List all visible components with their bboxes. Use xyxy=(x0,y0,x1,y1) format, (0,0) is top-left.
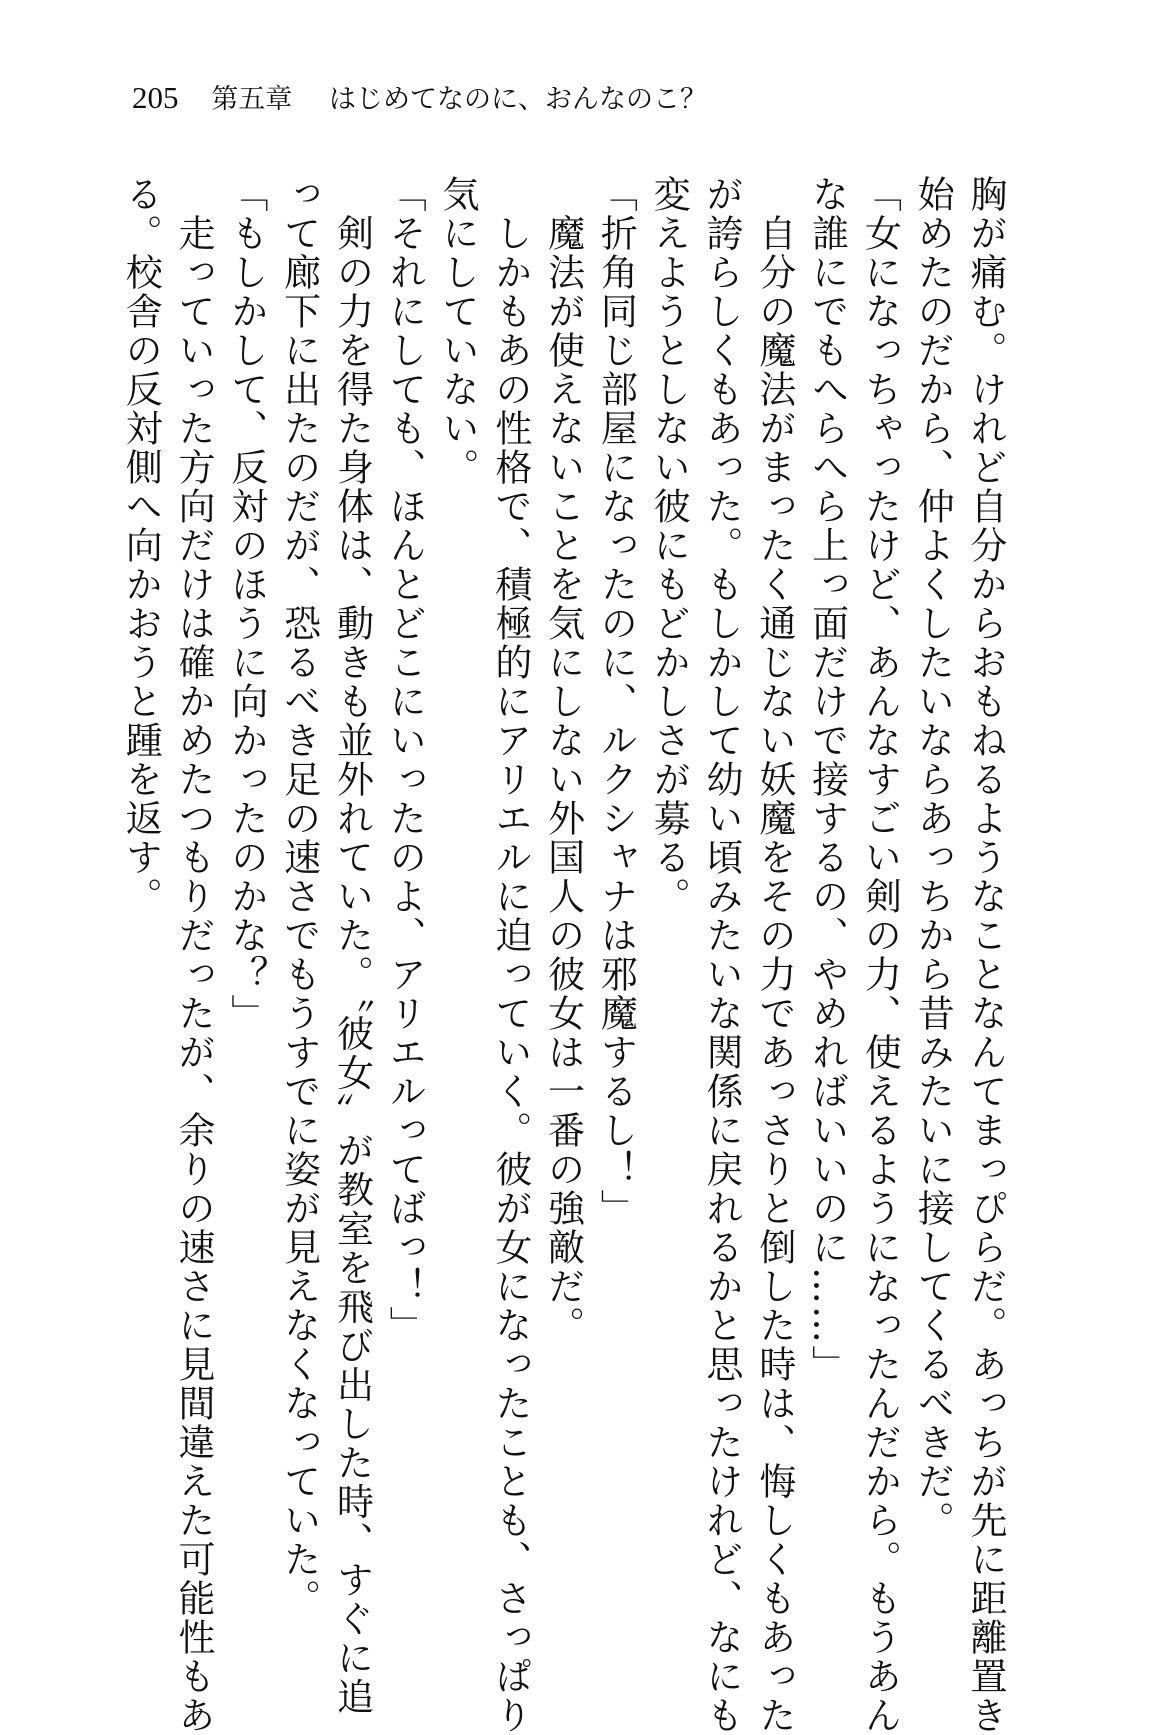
text-line-16: 走っていった方向だけは確かめたつもりだったが、余りの速さに見間違えた可能性もあ xyxy=(172,175,216,1735)
page-number: 205 xyxy=(132,80,179,115)
text-line-10: しかもあの性格で、積極的にアリエルに迫っていく。彼が女になったことも、さっぱり xyxy=(488,175,532,1735)
vertical-body-text xyxy=(119,175,1011,1735)
text-line-14: って廊下に出たのだが、恐るべき足の速さでもうすでに姿が見えなくなっていた。 xyxy=(277,175,321,1618)
text-line-2: 始めたのだから、仲よくしたいならあっちから昔みたいに接してくるべきだ。 xyxy=(911,175,955,1540)
text-line-11: 気にしていない。 xyxy=(436,175,480,487)
chapter-label: 第五章 xyxy=(211,84,293,114)
text-line-12: 「それにしても、ほんとどこにいったのよ、アリエルってばっ！」 xyxy=(383,175,427,1345)
text-line-7: 変えようとしない彼にもどかしさが募る。 xyxy=(647,175,691,916)
text-line-8: 「折角同じ部屋になったのに、ルクシャナは邪魔するし！」 xyxy=(594,175,638,1228)
page-header xyxy=(132,78,707,119)
text-line-13: 剣の力を得た身体は、動きも並外れていた。〝彼女〟が教室を飛び出した時、すぐに追 xyxy=(330,175,374,1717)
text-line-4: な誰にでもへらへら上っ面だけで接するの、やめればいいのに……」 xyxy=(805,175,849,1384)
chapter-title: はじめてなのに、おんなのこ？ xyxy=(329,84,707,114)
text-line-15: 「もしかして、反対のほうに向かったのかな？」 xyxy=(224,175,268,1033)
text-line-17: る。校舎の反対側へ向かおうと踵を返す。 xyxy=(119,175,163,916)
text-line-5: 自分の魔法がまったく通じない妖魔をその力であっさりと倒した時は、悔しくもあった xyxy=(752,175,796,1735)
text-line-9: 魔法が使えないことを気にしない外国人の彼女は一番の強敵だ。 xyxy=(541,175,585,1345)
text-line-1: 胸が痛む。けれど自分からおもねるようなことなんてまっぴらだ。あっちが先に距離置き xyxy=(964,175,1007,1735)
text-line-6: が誇らしくもあった。もしかして幼い頃みたいな関係に戻れるかと思ったけれど、なにも xyxy=(700,175,744,1735)
text-line-3: 「女になっちゃったけど、あんなすごい剣の力、使えるようになったんだから。もうあん xyxy=(858,175,902,1735)
